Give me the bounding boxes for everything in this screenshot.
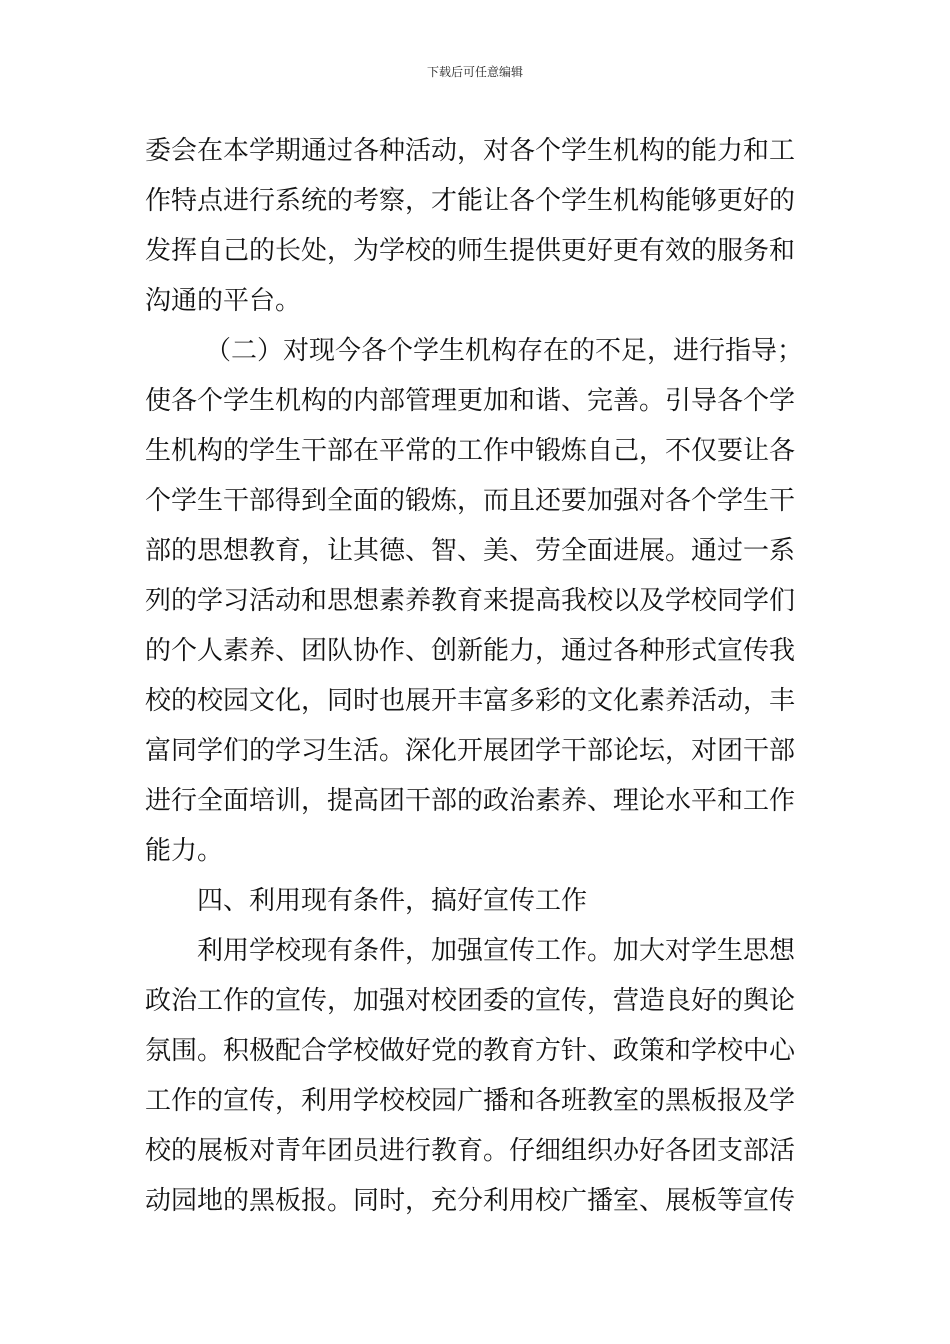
- text-line: 列的学习活动和思想素养教育来提高我校以及学校同学们: [145, 586, 796, 616]
- text-line: 氛围。积极配合学校做好党的教育方针、政策和学校中心: [145, 1036, 796, 1066]
- text-line: 能力。: [145, 836, 224, 866]
- document-body: [145, 126, 817, 1226]
- section-heading: 四、利用现有条件，搞好宣传工作: [197, 886, 588, 916]
- text-line: 部的思想教育，让其德、智、美、劳全面进展。通过一系: [145, 536, 796, 566]
- text-line: 使各个学生机构的内部管理更加和谐、完善。引导各个学: [145, 386, 796, 416]
- text-line: 工作的宣传，利用学校校园广播和各班教室的黑板报及学: [145, 1086, 796, 1116]
- text-line: 校的展板对青年团员进行教育。仔细组织办好各团支部活: [145, 1136, 796, 1166]
- text-line: 进行全面培训，提高团干部的政治素养、理论水平和工作: [145, 786, 796, 816]
- paragraph-first-line: 利用学校现有条件，加强宣传工作。加大对学生思想: [197, 936, 796, 966]
- text-line: 生机构的学生干部在平常的工作中锻炼自己，不仅要让各: [145, 436, 796, 466]
- text-line: 校的校园文化，同时也展开丰富多彩的文化素养活动，丰: [145, 686, 796, 716]
- text-line: 作特点进行系统的考察，才能让各个学生机构能够更好的: [145, 186, 796, 216]
- subsection-heading-line: （二）对现今各个学生机构存在的不足，进行指导；: [205, 336, 804, 366]
- text-line: 委会在本学期通过各种活动，对各个学生机构的能力和工: [145, 136, 796, 166]
- text-line: 政治工作的宣传，加强对校团委的宣传，营造良好的舆论: [145, 986, 796, 1016]
- text-line: 富同学们的学习生活。深化开展团学干部论坛，对团干部: [145, 736, 796, 766]
- text-line: 动园地的黑板报。同时，充分利用校广播室、展板等宣传: [145, 1186, 796, 1216]
- text-line: 个学生干部得到全面的锻炼，而且还要加强对各个学生干: [145, 486, 796, 516]
- text-line: 的个人素养、团队协作、创新能力，通过各种形式宣传我: [145, 636, 796, 666]
- text-line: 发挥自己的长处，为学校的师生提供更好更有效的服务和: [145, 236, 796, 266]
- text-line: 沟通的平台。: [145, 286, 302, 316]
- page-header-note: 下载后可任意编辑: [426, 65, 523, 79]
